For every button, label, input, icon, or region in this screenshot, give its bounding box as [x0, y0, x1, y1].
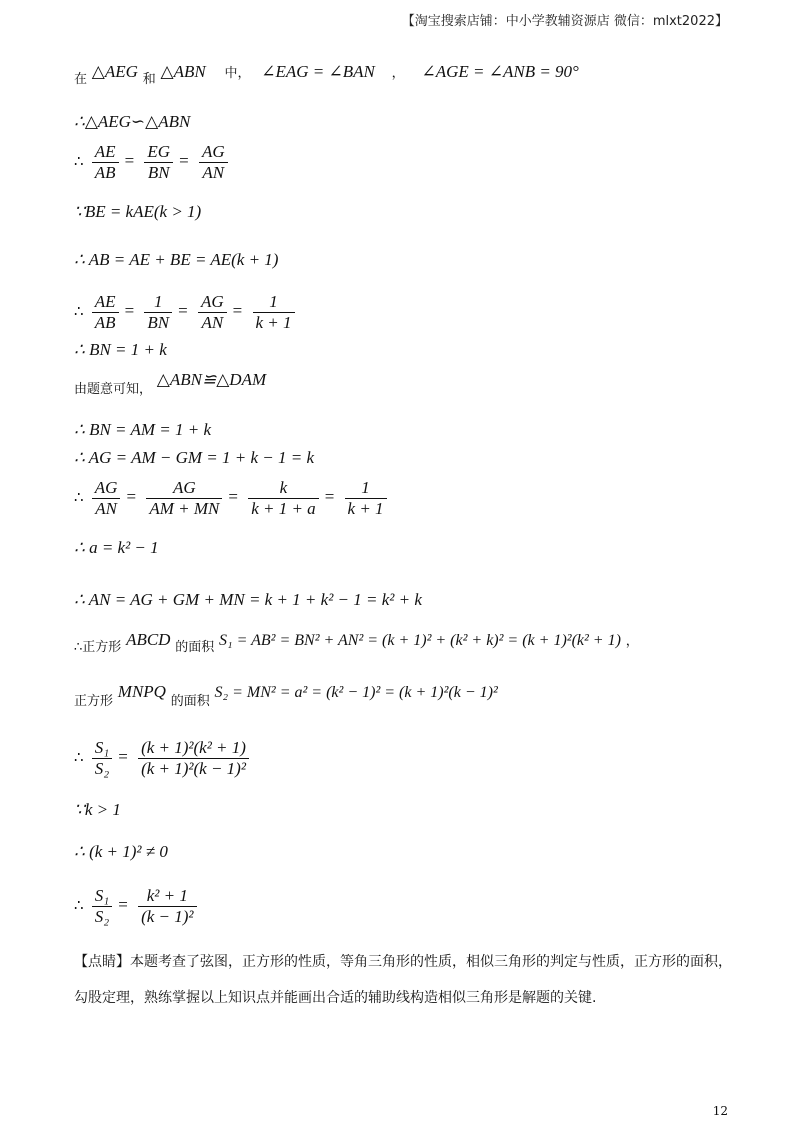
- square-name: ABCD: [126, 630, 171, 649]
- line-7: ∴ BN = 1 + k: [74, 340, 167, 359]
- text-mid: 的面积: [175, 640, 215, 655]
- fraction: $\frac{1}{BN}$: [144, 292, 172, 333]
- line-18: ∴ (k + 1)² ≠ 0: [74, 842, 168, 861]
- line-3: ∴ $\frac{AE}{AB}$ = $\frac{EG}{BN}$ = $\frac{AG}{AN}$: [74, 142, 230, 183]
- fraction: $\frac{AE}{AB}$: [92, 292, 119, 333]
- congruence: △ABN≌△DAM: [156, 370, 267, 389]
- line-15: [74, 682, 498, 709]
- page-number: 12: [712, 1104, 728, 1118]
- square-name: MNPQ: [117, 682, 166, 701]
- triangle-abn: △ABN: [160, 62, 206, 81]
- text-comma: ，: [391, 66, 405, 81]
- fraction: $\frac{AG}{AN}$: [198, 292, 227, 333]
- fraction: $\frac{EG}{BN}$: [144, 142, 173, 183]
- fraction: $\frac{AG}{AN}$: [92, 478, 121, 519]
- fraction: $\frac{1}{k + 1}$: [253, 292, 295, 333]
- triangle-aeg: △AEG: [91, 62, 138, 81]
- fraction: $\frac{AG}{AM + MN}$: [146, 478, 222, 519]
- line-8: [74, 370, 266, 397]
- text-zhong: 中，: [224, 66, 251, 81]
- text-prefix: 正方形: [74, 694, 114, 709]
- text-mid: 的面积: [170, 694, 210, 709]
- fraction: $\frac{1}{k + 1}$: [345, 478, 387, 519]
- area-expr: S₂ = MN² = a² = (k² − 1)² = (k + 1)²(k − 1)²: [214, 684, 498, 701]
- line-6: ∴ $\frac{AE}{AB}$ = $\frac{1}{BN}$ = $\frac{AG}{AN}$ = $\frac{1}{k + 1}$: [74, 292, 297, 333]
- fraction: $\frac{\text{S₁}}{\text{S₂}}$: [92, 886, 112, 927]
- shop-header: 【淘宝搜索店铺：中小学教辅资源店 微信：mlxt2022】: [401, 14, 728, 29]
- fraction: $\frac{k}{k + 1 + a}$: [248, 478, 319, 519]
- line-13: ∴ AN = AG + GM + MN = k + 1 + k² − 1 = k² + k: [74, 590, 422, 609]
- angle-eq-2: ∠AGE = ∠ANB = 90°: [421, 62, 579, 81]
- line-16: ∴ $\frac{\text{S₁}}{\text{S₂}}$ = $\frac{\text{(k + 1)²(k² + 1)}}{\text{(k + 1)²(k − 1)²}}$: [74, 738, 251, 779]
- line-10: ∴ AG = AM − GM = 1 + k − 1 = k: [74, 448, 315, 467]
- fraction: $\frac{\text{k² + 1}}{\text{(k − 1)²}}$: [138, 886, 196, 927]
- angle-eq-1: ∠EAG = ∠BAN: [261, 62, 375, 81]
- line-12: ∴ a = k² − 1: [74, 538, 159, 557]
- line-17: ∵k > 1: [74, 800, 121, 819]
- line-4: ∵BE = kAE(k > 1): [74, 202, 202, 221]
- text-zai: 在: [74, 72, 88, 87]
- area-expr: S₁ = AB² = BN² + AN² = (k + 1)² + (k² + k)² = (k + 1)²(k² + 1): [219, 632, 621, 649]
- fraction: $\frac{\text{S₁}}{\text{S₂}}$: [92, 738, 112, 779]
- text-prefix: 由题意可知，: [74, 382, 153, 397]
- line-5: ∴ AB = AE + BE = AE(k + 1): [74, 250, 279, 269]
- line-14: [74, 630, 639, 655]
- line-19: ∴ $\frac{\text{S₁}}{\text{S₂}}$ = $\frac{\text{k² + 1}}{\text{(k − 1)²}}$: [74, 886, 199, 927]
- text-he: 和: [142, 72, 156, 87]
- fraction: $\frac{AE}{AB}$: [92, 142, 119, 183]
- fraction: $\frac{AG}{AN}$: [199, 142, 228, 183]
- fraction: $\frac{\text{(k + 1)²(k² + 1)}}{\text{(k + 1)²(k − 1)²}}$: [138, 738, 249, 779]
- line-2: ∴△AEG∽△ABN: [74, 112, 191, 131]
- text-prefix: ∴正方形: [74, 640, 122, 655]
- line-1: [74, 62, 579, 87]
- line-9: ∴ BN = AM = 1 + k: [74, 420, 211, 439]
- text-end: ，: [625, 634, 639, 649]
- key-point-note: 【点睛】本题考查了弦图，正方形的性质，等角三角形的性质，相似三角形的判定与性质，正方形的面积，勾股定理，熟练掌握以上知识点并能画出合适的辅助线构造相似三角形是解题的关键.: [74, 954, 732, 1006]
- line-11: ∴ $\frac{AG}{AN}$ = $\frac{AG}{AM + MN}$ = $\frac{k}{k + 1 + a}$ = $\frac{1}{k + 1}$: [74, 478, 389, 519]
